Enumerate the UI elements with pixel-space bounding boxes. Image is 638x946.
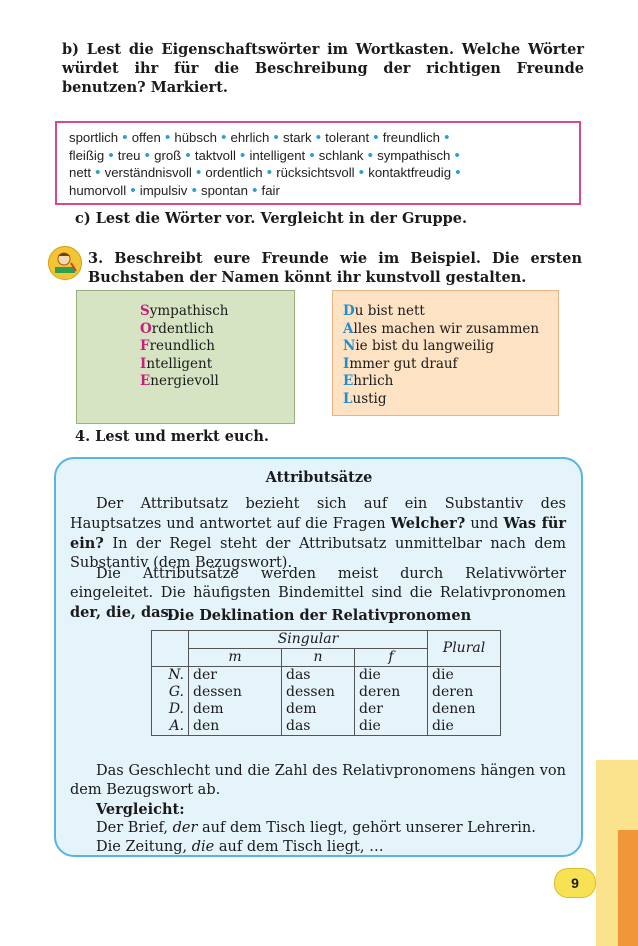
word-box-word: fair [261, 182, 280, 198]
bullet-dot: • [262, 164, 277, 181]
gender-m-header: m [189, 649, 282, 667]
acrostic-rest: u bist nett [354, 303, 425, 319]
word-box-word: taktvoll [194, 147, 236, 163]
word-box-word: groß [154, 147, 182, 163]
bullet-dot: • [118, 129, 132, 146]
example-1: Der Brief, der auf dem Tisch liegt, gehört unserer Lehrerin. [96, 820, 536, 836]
bullet-dot: • [160, 129, 175, 146]
acrostic-initial: I [140, 355, 147, 372]
acrostic-rest: ustig [352, 390, 387, 407]
page-number: 9 [554, 868, 596, 898]
acrostic-line [343, 303, 539, 321]
acrostic-sofie-box [76, 290, 295, 424]
word-box-word: ordentlich [205, 165, 263, 180]
bullet-dot: • [354, 164, 369, 181]
bullet-dot: • [305, 146, 319, 164]
bullet-dot: • [91, 164, 105, 181]
acrostic-initial: F [140, 338, 150, 354]
word-box-word: fleißig [69, 147, 105, 163]
bullet-dot: • [235, 146, 250, 164]
acrostic-rest: rdentlich [151, 320, 214, 337]
acrostic-rest: ympathisch [149, 303, 229, 319]
task-3-instruction: 3. Beschreibt eure Freunde wie im Beispiel. Die ersten Buchstaben der Namen könnt ihr kunstvoll gestalten. [88, 250, 582, 286]
acrostic-initial: A [343, 320, 354, 337]
declension-table [151, 630, 501, 736]
word-box-word: stark [282, 130, 312, 145]
acrostic-line [343, 391, 539, 409]
word-box-word: offen [131, 130, 161, 145]
word-box-word: freundlich [382, 130, 440, 145]
word-box-word: tolerant [325, 130, 370, 145]
acrostic-rest: nergievoll [150, 373, 219, 389]
m-column: der dessen dem den [189, 667, 282, 736]
acrostic-rest: mmer gut drauf [349, 355, 458, 372]
bullet-dot: • [450, 146, 460, 164]
page-edge-stripe-orange [618, 830, 638, 946]
plural-header: Plural [428, 631, 501, 667]
bullet-dot: • [363, 146, 378, 164]
acrostic-line [343, 373, 539, 391]
word-box-word: treu [117, 147, 141, 163]
word-box-word: spontan [201, 182, 248, 198]
word-box-line-3 [69, 164, 569, 182]
bullet-dot: • [126, 181, 140, 199]
info-paragraph-1: Der Attributsatz bezieht sich auf ein Substantiv des Hauptsatzes und antwortet auf die Fragen Welcher? und Was für ein? In der Regel steht der Attributsatz unmittelbar nach dem Substantiv (dem Bezugswort). [70, 496, 566, 571]
declension-title: Die Deklination der Relativpronomen [166, 607, 472, 624]
word-box-word: sympathisch [377, 147, 451, 163]
word-box-line-4 [69, 182, 569, 200]
bullet-dot: • [439, 129, 450, 146]
word-box-word: intelligent [249, 147, 306, 163]
bullet-dot: • [104, 146, 118, 164]
acrostic-initial: E [343, 373, 354, 389]
bullet-dot: • [191, 164, 206, 181]
word-box-word: ehrlich [230, 130, 270, 145]
compare-label: Vergleicht: [96, 801, 185, 818]
acrostic-line [140, 321, 229, 339]
acrostic-rest: hrlich [353, 373, 394, 389]
table-row [152, 667, 501, 736]
acrostic-line [343, 321, 539, 339]
word-box-word: verständnisvoll [104, 165, 192, 180]
acrostic-line [140, 303, 229, 321]
bullet-dot: • [311, 129, 326, 146]
word-box-word: kontaktfreudig [368, 165, 452, 180]
plural-column: die deren denen die [428, 667, 501, 736]
bullet-dot: • [181, 146, 195, 164]
info-paragraph-3: Das Geschlecht und die Zahl des Relativpronomens hängen von dem Bezugswort ab. [70, 763, 566, 798]
acrostic-line [140, 356, 229, 374]
bullet-dot: • [269, 129, 283, 146]
acrostic-line [140, 338, 229, 356]
case-cell: N. G. D. A. [152, 667, 189, 736]
acrostic-initial: E [140, 373, 151, 389]
acrostic-initial: S [140, 303, 150, 319]
acrostic-rest: ntelligent [146, 355, 213, 372]
bullet-dot: • [247, 181, 262, 199]
acrostic-initial: N [343, 338, 356, 354]
word-box-line-1 [69, 129, 569, 147]
info-paragraph-2: Die Attributsätze werden meist durch Relativwörter eingeleitet. Die häufigsten Bindemittel sind die Relativpronomen der, die, das. [70, 566, 566, 621]
task-4-instruction: 4. Lest und merkt euch. [75, 428, 269, 445]
bullet-dot: • [369, 129, 383, 146]
task-c-instruction: c) Lest die Wörter vor. Vergleicht in der Gruppe. [75, 210, 468, 227]
acrostic-line [343, 356, 539, 374]
word-box-word: impulsiv [139, 182, 188, 198]
acrostic-initial: D [343, 303, 355, 319]
acrostic-initial: L [343, 390, 353, 407]
gender-f-header: f [355, 649, 428, 667]
acrostic-rest: reundlich [149, 338, 215, 354]
word-box-word: sportlich [69, 130, 119, 145]
acrostic-sofie-lines [140, 303, 229, 391]
bullet-dot: • [140, 146, 155, 164]
acrostic-daniel-lines [343, 303, 539, 408]
singular-header: Singular [189, 631, 428, 649]
acrostic-daniel-box [332, 290, 559, 416]
bullet-dot: • [216, 129, 231, 146]
word-box-word: schlank [318, 147, 364, 163]
word-box [55, 121, 581, 205]
n-column: das dessen dem das [282, 667, 355, 736]
f-column: die deren der die [355, 667, 428, 736]
word-box-word: rücksichtsvoll [276, 165, 355, 180]
info-title: Attributsätze [265, 469, 373, 486]
bullet-dot: • [451, 164, 461, 181]
acrostic-line [343, 338, 539, 356]
acrostic-rest: ie bist du langweilig [355, 338, 495, 354]
word-box-word: humorvoll [69, 182, 127, 198]
acrostic-initial: I [343, 355, 350, 372]
task-b-instruction: b) Lest die Eigenschaftswörter im Wortkasten. Welche Wörter würdet ihr für die Beschreibung der richtigen Freunde benutzen? Markiert. [62, 41, 584, 96]
word-box-word: hübsch [174, 130, 217, 145]
writing-child-icon [48, 246, 82, 280]
word-box-word: nett [69, 165, 91, 180]
gender-n-header: n [282, 649, 355, 667]
word-box-line-2 [69, 147, 569, 165]
acrostic-initial: O [140, 320, 152, 337]
acrostic-rest: lles machen wir zusammen [353, 320, 540, 337]
example-2: Die Zeitung, die auf dem Tisch liegt, … [96, 839, 384, 855]
acrostic-line [140, 373, 229, 391]
bullet-dot: • [187, 181, 201, 199]
